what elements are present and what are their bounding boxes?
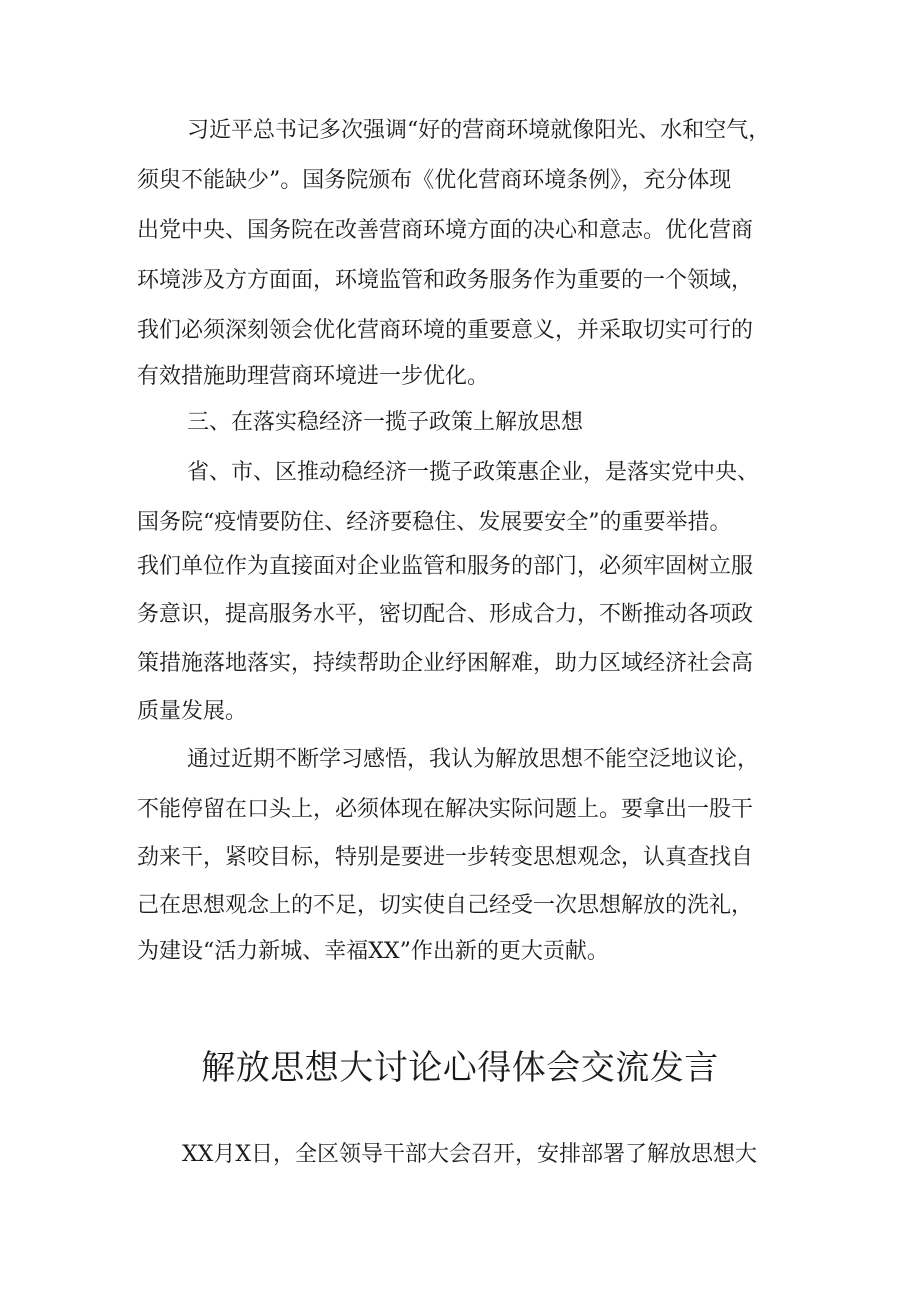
paragraph-line: 有效措施助理营商环境进一步优化。 bbox=[137, 364, 490, 389]
paragraph-line: 通过近期不断学习感悟，我认为解放思想不能空泛地议论， bbox=[187, 747, 760, 772]
paragraph-line: 习近平总书记多次强调“好的营商环境就像阳光、水和空气， bbox=[187, 118, 771, 143]
paragraph-line: XX月X日，全区领导干部大会召开，安排部署了解放思想大 bbox=[182, 1142, 757, 1167]
paragraph-line: 须臾不能缺少”。国务院颁布《优化营商环境条例》，充分体现 bbox=[137, 168, 732, 193]
section-heading: 三、在落实稳经济一揽子政策上解放思想 bbox=[187, 410, 584, 435]
paragraph-line: 己在思想观念上的不足，切实使自己经受一次思想解放的洗礼， bbox=[137, 893, 754, 918]
paragraph-line: 国务院“疫情要防住、经济要稳住、发展要安全”的重要举措。 bbox=[137, 510, 732, 535]
paragraph-line: 我们单位作为直接面对企业监管和服务的部门，必须牢固树立服 bbox=[137, 554, 754, 579]
paragraph-line: 不能停留在口头上，必须体现在解决实际问题上。要拿出一股干 bbox=[137, 797, 754, 822]
paragraph-line: 环境涉及方方面面，环境监管和政务服务作为重要的一个领域， bbox=[137, 268, 754, 293]
paragraph-line: 我们必须深刻领会优化营商环境的重要意义，并采取切实可行的 bbox=[137, 318, 754, 343]
paragraph-line: 务意识，提高服务水平，密切配合、形成合力，不断推动各项政 bbox=[137, 602, 754, 627]
paragraph-line: 质量发展。 bbox=[137, 699, 248, 724]
paragraph-line: 劲来干，紧咬目标，特别是要进一步转变思想观念，认真查找自 bbox=[137, 845, 754, 870]
document-title: 解放思想大讨论心得体会交流发言 bbox=[201, 1048, 719, 1088]
paragraph-line: 出党中央、国务院在改善营商环境方面的决心和意志。优化营商 bbox=[137, 218, 754, 243]
paragraph-line: 省、市、区推动稳经济一揽子政策惠企业，是落实党中央、 bbox=[187, 460, 760, 485]
paragraph-line: 策措施落地落实，持续帮助企业纾困解难，助力区域经济社会高 bbox=[137, 651, 754, 676]
paragraph-line: 为建设“活力新城、幸福XX”作出新的更大贡献。 bbox=[137, 939, 609, 964]
